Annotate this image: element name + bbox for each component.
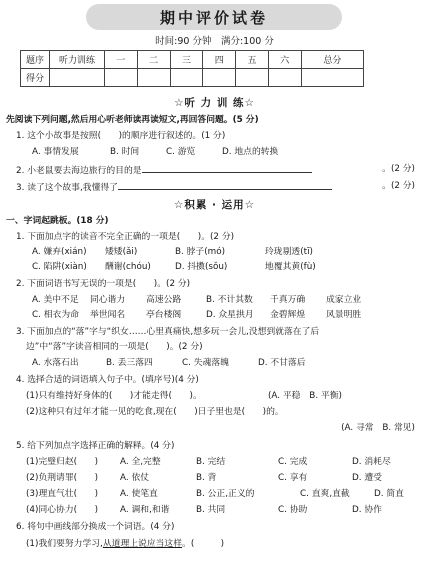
option: A. 美中不足 [32, 295, 79, 305]
p1-q5-row [26, 504, 382, 516]
option: 举世闻名 [90, 310, 126, 320]
option: 千真万确 [270, 295, 306, 305]
p1-q2-row2 [32, 309, 361, 321]
option: D. 简直 [374, 489, 404, 499]
option: 玲珑剔透(tī) [265, 247, 313, 257]
option: C. 游览 [166, 147, 196, 157]
p1-q2: 2. 下面词语书写无误的一项是( )。(2 分) [16, 279, 191, 289]
option: D. 地点的转换 [222, 147, 279, 157]
main-section-title: ☆积累 · 运用☆ [173, 199, 256, 211]
score-value-row [21, 69, 364, 87]
exam-meta: 时间:90 分钟 满分:100 分 [155, 36, 274, 47]
p1-q4: 4. 选择合适的词语填入句子中。(填序号)(4 分) [16, 375, 199, 385]
p1-q6-s1-underlined: 从道理上说应当这样 [102, 539, 183, 549]
answer-blank[interactable] [118, 180, 332, 190]
option: D. 协作 [352, 505, 382, 515]
listening-section-title: ☆听 力 训 练☆ [174, 97, 255, 109]
option: C. 失魂落魄 [182, 358, 229, 368]
p1-q2-row1 [32, 294, 361, 306]
option: D. 消耗尽 [352, 457, 391, 467]
option: 风景明胜 [326, 310, 362, 320]
p1-q6-s1-pre: (1)我们要努力学习, [26, 539, 103, 549]
option: 金碧辉煌 [270, 310, 306, 320]
option: C. 完成 [278, 457, 308, 467]
p1-q4-s1-options: (A. 平稳 B. 平衡) [268, 391, 342, 401]
score-blank[interactable] [105, 69, 138, 87]
option: B. 丢三落四 [106, 358, 153, 368]
option: D. 众星拱月 [206, 310, 254, 320]
option: A. 全,完整 [120, 457, 161, 467]
p1-q6-s1 [26, 538, 224, 550]
option: 酬谢(chóu) [105, 262, 151, 272]
option: D. 遭受 [352, 473, 382, 483]
part1-title: 一、字词起跳板。(18 分) [6, 216, 109, 226]
score-blank[interactable] [50, 69, 105, 87]
score-blank[interactable] [268, 69, 301, 87]
option: D. 不甘落后 [258, 358, 306, 368]
p1-q6: 6. 将句中画线部分换成一个词语。(4 分) [16, 522, 175, 532]
score-blank[interactable] [236, 69, 269, 87]
p1-q5-row [26, 456, 391, 468]
score-cell: 二 [137, 51, 170, 69]
score-blank[interactable] [203, 69, 236, 87]
listening-q3-score: 。(2 分) [382, 181, 415, 191]
option: B. 不计其数 [206, 295, 253, 305]
option: C. 协助 [278, 505, 308, 515]
score-blank[interactable] [301, 69, 363, 87]
p1-q4-s2-options: (A. 寻常 B. 常见) [341, 423, 415, 433]
listening-q2 [16, 163, 312, 177]
p1-q4-s2: (2)这种只有过年才能一见的吃食,现在( )日子里也是( )的。 [26, 407, 284, 417]
score-row-label: 得分 [21, 69, 50, 87]
option: B. 背 [196, 473, 217, 483]
listening-q1-options [32, 146, 278, 158]
score-header-row [21, 51, 364, 69]
score-blank[interactable] [170, 69, 203, 87]
option: 高速公路 [146, 295, 182, 305]
title-banner [86, 4, 342, 30]
option: D. 抖擞(sǒu) [175, 262, 228, 272]
p1-q3-options [32, 357, 306, 369]
score-table [20, 50, 364, 87]
option: B. 时间 [110, 147, 140, 157]
p1-q5-row [26, 472, 382, 484]
listening-q2-score: 。(2 分) [382, 164, 415, 174]
p1-q4-s1: (1)只有维持好身体的( )才能走得( )。 [26, 391, 202, 401]
score-cell: 三 [170, 51, 203, 69]
option: C. 直爽,直截 [300, 489, 350, 499]
option: (1)完璧归赵( ) [26, 457, 99, 467]
option: A. 使笔直 [120, 489, 158, 499]
option: B. 共同 [196, 505, 226, 515]
score-blank[interactable] [137, 69, 170, 87]
p1-q1: 1. 下面加点字的读音不完全正确的一项是( )。(2 分) [16, 232, 235, 242]
option: 成家立业 [326, 295, 362, 305]
option: (2)负荆请罪( ) [26, 473, 99, 483]
p1-q5-row [26, 488, 404, 500]
p1-q5: 5. 给下列加点字选择正确的解释。(4 分) [16, 441, 175, 451]
p1-q1-row2 [32, 261, 316, 273]
listening-q1: 1. 这个小故事是按照( )的顺序进行叙述的。(1 分) [16, 131, 226, 141]
score-cell: 一 [105, 51, 138, 69]
listening-q3 [16, 180, 332, 194]
score-cell: 五 [236, 51, 269, 69]
option: C. 陷阱(xiàn) [32, 262, 87, 272]
score-cell: 总分 [301, 51, 363, 69]
score-cell: 四 [203, 51, 236, 69]
option: A. 调和,和谐 [120, 505, 170, 515]
p1-q6-s1-post: 。( ) [182, 539, 225, 549]
page-title: 期中评价试卷 [159, 8, 268, 27]
answer-blank[interactable] [142, 163, 312, 173]
option: B. 公正,正义的 [196, 489, 255, 499]
option: A. 事情发展 [32, 147, 79, 157]
option: C. 享有 [278, 473, 308, 483]
option: 亭台楼阁 [146, 310, 182, 320]
p1-q1-row1 [32, 246, 313, 258]
option: (4)同心协力( ) [26, 505, 99, 515]
option: C. 相衣为命 [32, 310, 79, 320]
option: 同心谐力 [90, 295, 126, 305]
option: A. 水落石出 [32, 358, 79, 368]
listening-q2-text: 2. 小老鼠要去海边旅行的目的是 [16, 166, 142, 176]
listening-instruction: 先阅读下列问题,然后用心听老师读再读短文,再回答问题。(5 分) [6, 115, 259, 125]
option: A. 嫌弃(xián) [32, 247, 87, 257]
option: 矮矮(ǎi) [105, 247, 138, 257]
option: (3)理直气壮( ) [26, 489, 99, 499]
option: 地覆其黄(fù) [265, 262, 316, 272]
listening-q3-text: 3. 读了这个故事,我懂得了 [16, 183, 118, 193]
p1-q3-line2: 边”中“落”字读音相同的一项是( )。(2 分) [26, 342, 203, 352]
p1-q3-line1: 3. 下面加点的“落”字与“织女……心里真痛快,想多玩一会儿,没想到就落在了后 [16, 327, 320, 337]
option: B. 脖子(mó) [175, 247, 226, 257]
score-cell: 六 [268, 51, 301, 69]
option: B. 完结 [196, 457, 226, 467]
score-cell: 题序 [21, 51, 50, 69]
score-cell: 听力训练 [50, 51, 105, 69]
option: A. 依仗 [120, 473, 150, 483]
